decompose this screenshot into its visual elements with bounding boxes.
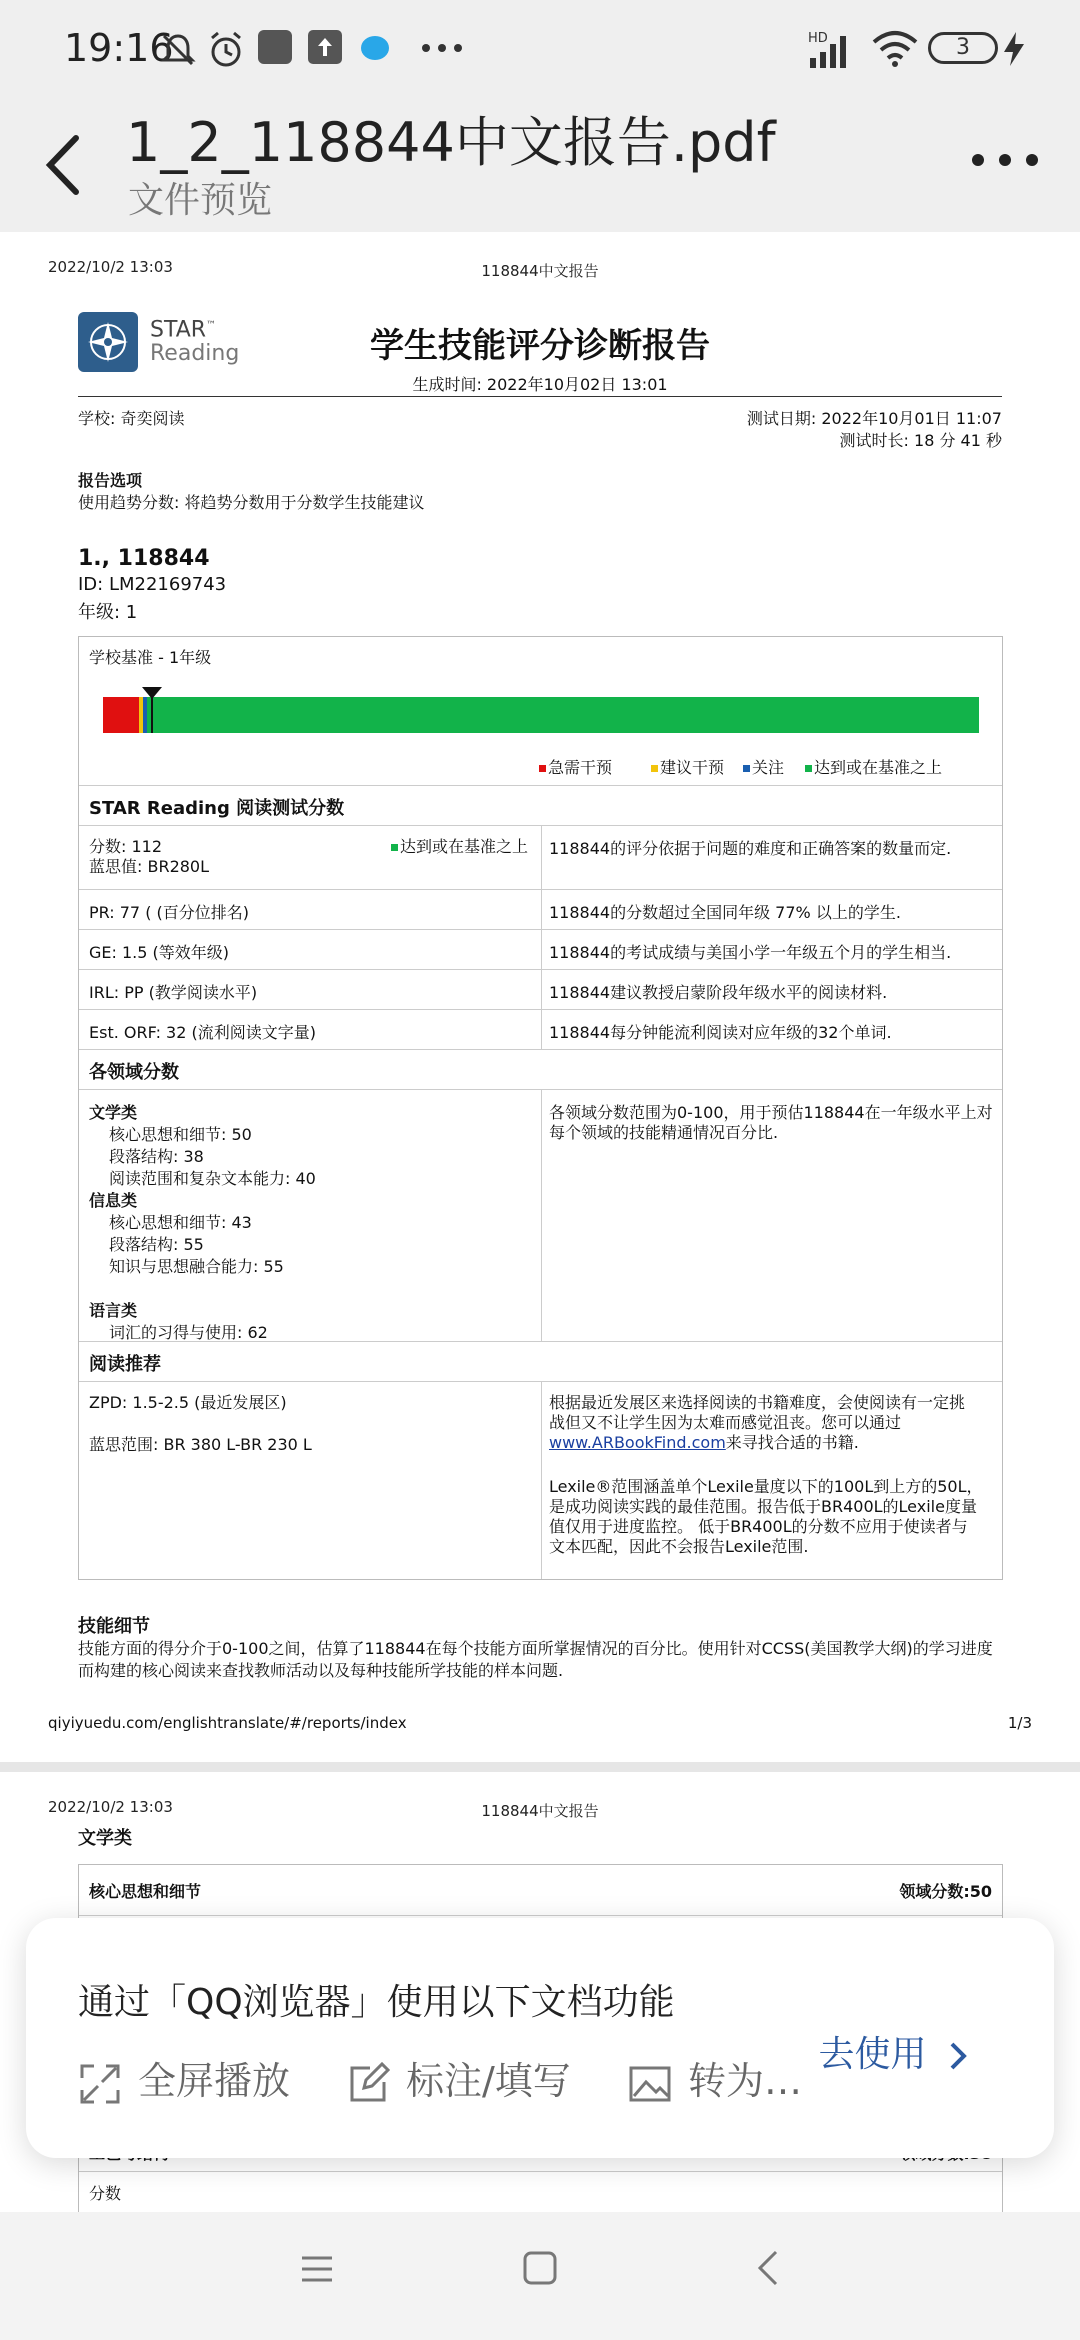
more-options-icon[interactable] (970, 150, 1040, 170)
column-divider (541, 1381, 542, 1579)
report-table (78, 636, 1003, 1580)
report-options-text: 使用趋势分数: 将趋势分数用于分数学生技能建议 (78, 493, 425, 512)
domain-score-list (89, 1102, 316, 1344)
back-nav-icon[interactable] (756, 2248, 780, 2288)
p2-row-score: 领域分数:50 (899, 1882, 992, 1901)
score-marker-triangle-icon (142, 687, 162, 699)
column-divider (541, 1089, 542, 1341)
footer-page-number: 1/3 (1007, 1714, 1032, 1732)
bar-segment-at-benchmark (147, 697, 979, 733)
legend-label: 急需干预 (548, 758, 613, 777)
title-bar (0, 100, 1080, 232)
legend-item (651, 755, 724, 778)
domain-score-item: 词汇的习得与使用: 62 (109, 1323, 268, 1342)
p2-subheader: 分数 (89, 2184, 122, 2203)
lexile-desc-line1: Lexile®范围涵盖单个Lexile量度以下的100L到上方的50L， (549, 1477, 983, 1496)
score-value: 分数: 112 (89, 837, 163, 856)
zpd-value: ZPD: 1.5-2.5 (最近发展区) (89, 1393, 287, 1412)
feature-convert-label: 转为… (688, 2059, 803, 2103)
mute-bell-icon (158, 30, 198, 70)
skills-text-line1: 技能方面的得分介于0-100之间，估算了118844在每个技能方面所掌握情况的百分比。使用针对CCSS(美国教学大纲)的学习进度 (78, 1639, 993, 1658)
logo-trademark: ™ (206, 320, 217, 331)
domain-description-line1: 各领域分数范围为0-100，用于预估118844在一年级水平上对 (549, 1103, 993, 1122)
school-name: 学校: 奇奕阅读 (78, 409, 185, 428)
score-detail-description: 118844每分钟能流利阅读对应年级的32个单词. (549, 1023, 892, 1042)
column-divider (541, 825, 542, 1049)
domain-description-line2: 每个领域的技能精通情况百分比. (549, 1123, 779, 1142)
lexile-desc-line4: 文本匹配，因此不会报告Lexile范围. (549, 1537, 809, 1556)
legend-label: 关注 (752, 758, 785, 777)
badge-green-square-icon (391, 844, 398, 851)
legend-square-icon (743, 765, 750, 772)
student-name: 1., 118844 (78, 546, 210, 571)
score-description: 118844的评分依据于问题的难度和正确答案的数量而定. (549, 839, 952, 858)
score-detail-label: Est. ORF: 32 (流利阅读文字量) (89, 1023, 316, 1042)
feature-convert[interactable] (628, 2050, 802, 2106)
domain-title: 各领域分数 (89, 1062, 179, 1083)
score-detail-label: IRL: PP (教学阅读水平) (89, 983, 258, 1002)
system-navigation-bar (0, 2212, 1080, 2340)
reading-desc-line3-text: 来寻找合适的书籍. (725, 1433, 859, 1452)
menu-icon[interactable] (300, 2252, 334, 2286)
back-arrow-icon[interactable] (40, 130, 90, 200)
benchmark-bar (103, 689, 979, 741)
score-detail-description: 118844的考试成绩与美国小学一年级五个月的学生相当. (549, 943, 952, 962)
legend-square-icon (805, 765, 812, 772)
logo-star: STAR (150, 317, 207, 343)
reading-section-header (79, 1341, 1002, 1381)
score-detail-label: GE: 1.5 (等效年级) (89, 943, 230, 962)
domain-category: 文学类 (89, 1103, 138, 1122)
p2-row-divider (79, 1915, 1002, 1916)
domain-category: 信息类 (89, 1191, 138, 1210)
print-header-title-p2: 118844中文报告 (481, 1802, 599, 1820)
charging-icon (1002, 32, 1026, 66)
more-notifications-icon (420, 30, 464, 64)
print-header-title: 118844中文报告 (481, 262, 599, 280)
chevron-right-icon (948, 2040, 970, 2072)
go-use-button[interactable] (819, 2026, 970, 2077)
score-badge-label: 达到或在基准之上 (400, 837, 529, 856)
legend-square-icon (539, 765, 546, 772)
lexile-desc-line2: 是成功阅读实践的最佳范围。报告低于BR400L的Lexile度量 (549, 1497, 977, 1516)
lexile-range: 蓝思范围: BR 380 L-BR 230 L (89, 1435, 312, 1454)
battery-level: 3 (956, 35, 970, 60)
domain-score-item (89, 1278, 316, 1300)
wifi-icon (870, 28, 920, 68)
domain-score-item: 核心思想和细节: 43 (109, 1213, 252, 1232)
status-time: 19:16 (64, 26, 174, 70)
bird-app-icon (358, 30, 392, 64)
p2-row-title: 核心思想和细节 (89, 1882, 202, 1901)
file-title: 1_2_118844中文报告.pdf (126, 111, 776, 174)
legend-label: 达到或在基准之上 (814, 758, 943, 777)
file-preview-label: 文件预览 (128, 180, 273, 221)
reading-desc-line2: 战但又不让学生因为太难而感觉沮丧。您可以通过 (549, 1413, 902, 1432)
domain-score-item: 阅读范围和复杂文本能力: 40 (109, 1169, 316, 1188)
header-divider (78, 396, 1002, 397)
document-viewer[interactable] (0, 232, 1080, 2212)
student-id: ID: LM22169743 (78, 574, 227, 595)
network-type: HD (808, 31, 828, 46)
domain-score-item: 段落结构: 55 (109, 1235, 204, 1254)
pdf-page-1 (0, 232, 1080, 1762)
print-date: 2022/10/2 13:03 (48, 258, 173, 276)
status-bar (0, 0, 1080, 100)
score-detail-description: 118844建议教授启蒙阶段年级水平的阅读材料. (549, 983, 888, 1002)
footer-url: qiyiyuedu.com/englishtranslate/#/reports/index (48, 1714, 407, 1732)
logo-reading: Reading (150, 341, 240, 367)
legend-item (805, 755, 942, 778)
feature-annotate-label: 标注/填写 (406, 2059, 571, 2103)
legend-square-icon (651, 765, 658, 772)
upload-icon (308, 30, 342, 64)
benchmark-label: 学校基准 - 1年级 (89, 648, 212, 667)
legend-item (743, 755, 784, 778)
p2-row2-divider (79, 2171, 1002, 2172)
alarm-icon (206, 30, 246, 70)
student-grade: 年级: 1 (78, 602, 138, 623)
report-options-title: 报告选项 (78, 471, 143, 490)
domain-score-item: 核心思想和细节: 50 (109, 1125, 252, 1144)
score-detail-label: PR: 77 ( (百分位排名) (89, 903, 250, 922)
reading-desc-line3 (549, 1430, 859, 1453)
generated-time: 生成时间: 2022年10月02日 13:01 (412, 375, 668, 394)
p2-section-title: 文学类 (78, 1828, 132, 1849)
report-title: 学生技能评分诊断报告 (370, 326, 710, 366)
home-icon[interactable] (522, 2250, 558, 2286)
legend-label: 建议干预 (660, 758, 725, 777)
test-duration: 测试时长: 18 分 41 秒 (839, 431, 1002, 450)
reading-title: 阅读推荐 (89, 1354, 161, 1375)
app-notification-icon (258, 30, 292, 64)
skills-text-line2: 而构建的核心阅读来查找教师活动以及每种技能所学技能的样本问题. (78, 1661, 564, 1680)
domain-score-item: 知识与思想融合能力: 55 (109, 1257, 284, 1276)
feature-annotate[interactable] (346, 2050, 571, 2106)
legend-item (539, 755, 612, 778)
battery-icon (928, 32, 998, 64)
go-use-label: 去使用 (818, 2034, 927, 2075)
print-date-p2: 2022/10/2 13:03 (48, 1798, 173, 1816)
domain-category: 语言类 (89, 1301, 138, 1320)
image-icon (628, 2062, 672, 2106)
edit-icon (346, 2062, 390, 2106)
scores-section-header (79, 785, 1002, 825)
skills-title: 技能细节 (78, 1616, 150, 1637)
popup-title: 通过「QQ浏览器」使用以下文档功能 (78, 1982, 675, 2023)
scores-title: STAR Reading 阅读测试分数 (89, 798, 345, 819)
score-detail-description: 118844的分数超过全国同年级 77% 以上的学生. (549, 903, 901, 922)
feature-fullscreen[interactable] (78, 2050, 290, 2106)
lexile-desc-line3: 值仅用于进度监控。 低于BR400L的分数不应用于使读者与 (549, 1517, 968, 1536)
arbookfind-link[interactable]: www.ARBookFind.com (549, 1433, 726, 1452)
lexile-value: 蓝思值: BR280L (89, 857, 210, 876)
bar-segment-urgent (103, 697, 139, 733)
fullscreen-icon (78, 2062, 122, 2106)
domain-score-item: 段落结构: 38 (109, 1147, 204, 1166)
reading-desc-line1: 根据最近发展区来选择阅读的书籍难度，会使阅读有一定挑 (549, 1393, 966, 1412)
test-date: 测试日期: 2022年10月01日 11:07 (746, 409, 1002, 428)
feature-fullscreen-label: 全屏播放 (138, 2059, 291, 2103)
domain-section-header (79, 1049, 1002, 1089)
benchmark-legend (79, 755, 1002, 777)
qq-browser-promo-popup (26, 1918, 1054, 2158)
signal-icon (806, 28, 856, 72)
score-badge (391, 834, 528, 857)
